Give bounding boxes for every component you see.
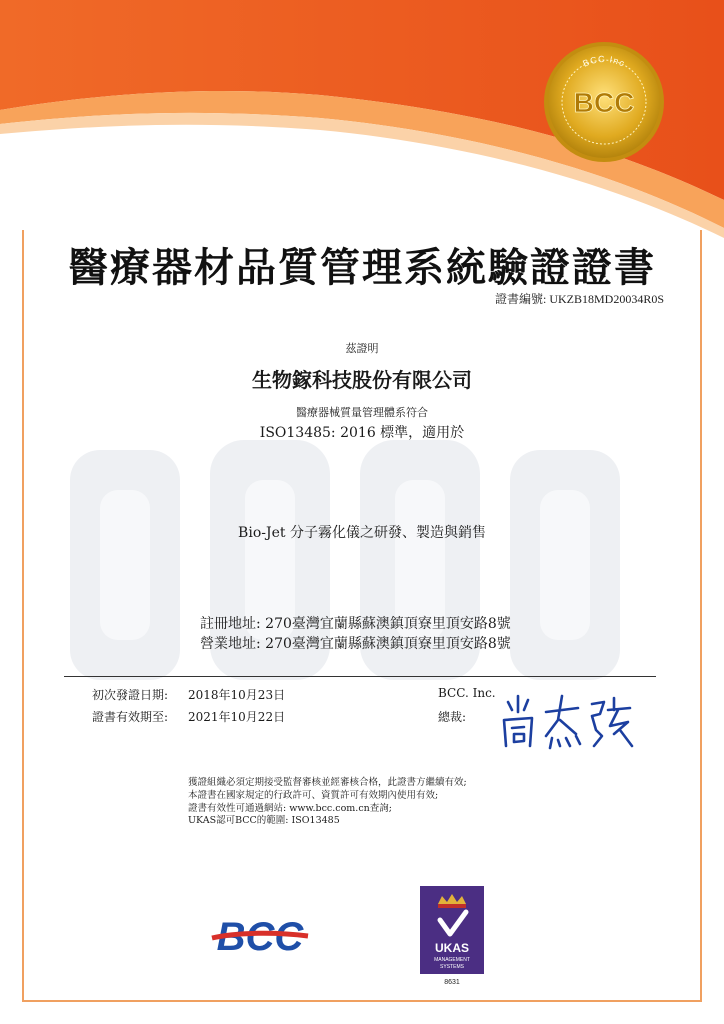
- certificate-number: 證書編號: UKZB18MD20034R0S: [494, 292, 664, 306]
- certificate-title: 醫療器材品質管理系統驗證證書: [68, 244, 656, 291]
- bcc-gold-seal: [542, 40, 666, 164]
- divider-line: [64, 676, 656, 677]
- seal-arc-text: BCC Inc: [581, 53, 627, 69]
- first-issue-label: 初次發證日期:: [92, 688, 169, 702]
- valid-until-label: 證書有效期至:: [92, 710, 169, 724]
- registered-address: 註冊地址: 270臺灣宜蘭縣蘇澳鎮頂寮里頂安路8號: [200, 616, 511, 632]
- bcc-logo: [208, 912, 312, 962]
- note-line: 獲證組織必須定期接受監督審核並經審核合格，此證書方繼續有效;: [188, 777, 467, 788]
- ukas-sub-systems: SYSTEMS: [440, 964, 464, 970]
- scope-text: Bio-Jet 分子霧化儀之研發、製造與銷售: [238, 525, 486, 541]
- valid-until-date: 2021年10月22日: [188, 710, 286, 724]
- conformity-text: 醫療器械質量管理體系符合: [296, 406, 428, 419]
- issuer-company: BCC. Inc.: [438, 686, 496, 700]
- standard-text: ISO13485: 2016 標準，適用於: [259, 425, 465, 441]
- ukas-accreditation-logo: [420, 886, 484, 988]
- bcc-logo-text: BCC: [216, 915, 304, 959]
- president-signature: [496, 690, 636, 752]
- note-line: 本證書在國家規定的行政許可、資質許可有效期內使用有效;: [188, 789, 439, 801]
- seal-emblem-text: BCC: [573, 87, 635, 118]
- ukas-sub-management: MANAGEMENT: [434, 957, 470, 963]
- ukas-name: UKAS: [434, 941, 470, 955]
- attest-text: 茲證明: [345, 342, 379, 355]
- ukas-number: 8631: [444, 979, 460, 986]
- company-name: 生物鎵科技股份有限公司: [252, 368, 472, 392]
- certificate-notes: [188, 777, 467, 828]
- note-line: UKAS認可BCC的範圍: ISO13485: [188, 815, 340, 827]
- president-label: 總裁:: [438, 710, 467, 724]
- note-line: 證書有效性可通過網站: www.bcc.com.cn查詢;: [188, 802, 392, 814]
- business-address: 營業地址: 270臺灣宜蘭縣蘇澳鎮頂寮里頂安路8號: [200, 636, 511, 652]
- first-issue-date: 2018年10月23日: [188, 688, 286, 702]
